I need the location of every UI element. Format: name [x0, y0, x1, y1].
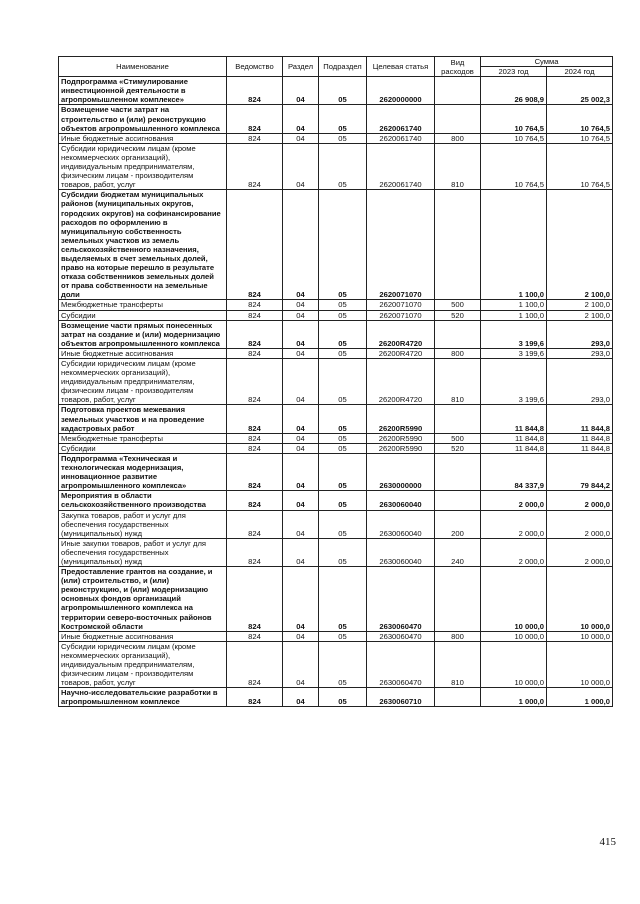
cell-sum-2023: 1 100,0 [481, 300, 547, 310]
cell-sum-2024: 79 844,2 [547, 453, 613, 490]
cell-section: 04 [283, 300, 319, 310]
cell-sum-2024: 10 000,0 [547, 631, 613, 641]
cell-section: 04 [283, 567, 319, 632]
cell-sum-2024: 10 764,5 [547, 133, 613, 143]
cell-kind: 800 [435, 348, 481, 358]
table-row [59, 310, 613, 320]
table-row [59, 443, 613, 453]
cell-sum-2024: 11 844,8 [547, 405, 613, 433]
cell-sum-2023: 10 764,5 [481, 133, 547, 143]
cell-dept: 824 [227, 688, 283, 707]
cell-sum-2024: 293,0 [547, 348, 613, 358]
cell-target: 2630060040 [367, 491, 435, 510]
cell-name: Мероприятия в области сельскохозяйственного производства [59, 491, 227, 510]
cell-name: Возмещение части прямых понесенных затрат на создание и (или) модернизацию объектов агропромышленного комплекса [59, 320, 227, 348]
page-number: 415 [599, 836, 616, 848]
table-row [59, 631, 613, 641]
cell-sum-2024: 1 000,0 [547, 688, 613, 707]
cell-section: 04 [283, 405, 319, 433]
cell-name: Межбюджетные трансферты [59, 433, 227, 443]
cell-sum-2024: 2 100,0 [547, 190, 613, 300]
cell-subsection: 05 [319, 300, 367, 310]
cell-dept: 824 [227, 77, 283, 105]
cell-section: 04 [283, 631, 319, 641]
cell-dept: 824 [227, 310, 283, 320]
cell-kind: 500 [435, 433, 481, 443]
cell-section: 04 [283, 510, 319, 538]
cell-section: 04 [283, 641, 319, 687]
cell-name: Иные бюджетные ассигнования [59, 348, 227, 358]
cell-sum-2023: 3 199,6 [481, 348, 547, 358]
cell-kind: 520 [435, 310, 481, 320]
table-row [59, 405, 613, 433]
cell-kind [435, 320, 481, 348]
table-row [59, 688, 613, 707]
cell-target: 2630060040 [367, 510, 435, 538]
budget-table [58, 56, 613, 707]
table-row [59, 433, 613, 443]
cell-sum-2024: 2 100,0 [547, 300, 613, 310]
cell-subsection: 05 [319, 77, 367, 105]
cell-sum-2023: 10 764,5 [481, 143, 547, 189]
cell-subsection: 05 [319, 190, 367, 300]
table-row [59, 348, 613, 358]
cell-subsection: 05 [319, 143, 367, 189]
header-name: Наименование [59, 57, 227, 77]
cell-subsection: 05 [319, 433, 367, 443]
cell-sum-2024: 2 000,0 [547, 510, 613, 538]
cell-section: 04 [283, 688, 319, 707]
cell-sum-2024: 2 000,0 [547, 491, 613, 510]
cell-dept: 824 [227, 433, 283, 443]
cell-kind: 800 [435, 133, 481, 143]
cell-sum-2024: 2 000,0 [547, 538, 613, 566]
cell-sum-2024: 25 002,3 [547, 77, 613, 105]
cell-kind: 200 [435, 510, 481, 538]
cell-sum-2023: 10 764,5 [481, 105, 547, 133]
cell-target: 26200R5990 [367, 443, 435, 453]
cell-kind: 810 [435, 359, 481, 405]
cell-sum-2024: 11 844,8 [547, 443, 613, 453]
table-row [59, 320, 613, 348]
cell-kind: 810 [435, 143, 481, 189]
header-year-2024: 2024 год [547, 67, 613, 77]
table-row [59, 143, 613, 189]
table-row [59, 510, 613, 538]
cell-dept: 824 [227, 320, 283, 348]
cell-section: 04 [283, 538, 319, 566]
cell-sum-2024: 10 000,0 [547, 641, 613, 687]
cell-sum-2023: 11 844,8 [481, 405, 547, 433]
cell-kind [435, 567, 481, 632]
cell-name: Иные бюджетные ассигнования [59, 631, 227, 641]
cell-subsection: 05 [319, 538, 367, 566]
cell-dept: 824 [227, 491, 283, 510]
cell-section: 04 [283, 348, 319, 358]
cell-name: Субсидии юридическим лицам (кроме некоммерческих организаций), индивидуальным предпринимателям, физическим лицам - производителям товаров, работ, услуг [59, 641, 227, 687]
cell-dept: 824 [227, 567, 283, 632]
table-row [59, 190, 613, 300]
cell-sum-2023: 2 000,0 [481, 510, 547, 538]
cell-name: Подпрограмма «Техническая и технологическая модернизация, инновационное развитие агропромышленного комплекса» [59, 453, 227, 490]
cell-kind [435, 190, 481, 300]
cell-sum-2023: 1 100,0 [481, 310, 547, 320]
header-dept: Ведомство [227, 57, 283, 77]
header-year-2023: 2023 год [481, 67, 547, 77]
cell-target: 2630000000 [367, 453, 435, 490]
header-target: Целевая статья [367, 57, 435, 77]
cell-dept: 824 [227, 510, 283, 538]
cell-sum-2024: 10 764,5 [547, 105, 613, 133]
cell-section: 04 [283, 359, 319, 405]
cell-target: 2630060470 [367, 641, 435, 687]
table-row [59, 300, 613, 310]
cell-subsection: 05 [319, 688, 367, 707]
cell-dept: 824 [227, 405, 283, 433]
table-row [59, 105, 613, 133]
cell-dept: 824 [227, 641, 283, 687]
table-row [59, 567, 613, 632]
cell-dept: 824 [227, 453, 283, 490]
cell-name: Закупка товаров, работ и услуг для обеспечения государственных (муниципальных) нужд [59, 510, 227, 538]
cell-section: 04 [283, 433, 319, 443]
cell-target: 2630060470 [367, 631, 435, 641]
cell-section: 04 [283, 133, 319, 143]
cell-name: Научно-исследовательские разработки в агропромышленном комплексе [59, 688, 227, 707]
cell-section: 04 [283, 190, 319, 300]
table-body [59, 77, 613, 707]
header-kind: Вид расходов [435, 57, 481, 77]
cell-sum-2023: 10 000,0 [481, 567, 547, 632]
cell-subsection: 05 [319, 105, 367, 133]
cell-name: Субсидии юридическим лицам (кроме некоммерческих организаций), индивидуальным предпринимателям, физическим лицам - производителям товаров, работ, услуг [59, 143, 227, 189]
cell-subsection: 05 [319, 348, 367, 358]
cell-kind [435, 688, 481, 707]
cell-name: Субсидии [59, 443, 227, 453]
cell-name: Субсидии юридическим лицам (кроме некоммерческих организаций), индивидуальным предпринимателям, физическим лицам - производителям товаров, работ, услуг [59, 359, 227, 405]
cell-kind: 520 [435, 443, 481, 453]
cell-subsection: 05 [319, 510, 367, 538]
cell-target: 26200R4720 [367, 359, 435, 405]
cell-subsection: 05 [319, 453, 367, 490]
cell-name: Подпрограмма «Стимулирование инвестиционной деятельности в агропромышленном комплексе» [59, 77, 227, 105]
cell-sum-2023: 10 000,0 [481, 631, 547, 641]
cell-subsection: 05 [319, 443, 367, 453]
table-row [59, 491, 613, 510]
cell-section: 04 [283, 443, 319, 453]
cell-kind: 800 [435, 631, 481, 641]
cell-name: Возмещение части затрат на строительство и (или) реконструкцию объектов агропромышленного комплекса [59, 105, 227, 133]
cell-subsection: 05 [319, 405, 367, 433]
cell-target: 2620061740 [367, 143, 435, 189]
cell-kind: 810 [435, 641, 481, 687]
cell-sum-2023: 26 908,9 [481, 77, 547, 105]
cell-target: 2630060710 [367, 688, 435, 707]
cell-target: 26200R4720 [367, 348, 435, 358]
cell-section: 04 [283, 77, 319, 105]
cell-subsection: 05 [319, 310, 367, 320]
table-row [59, 641, 613, 687]
cell-target: 26200R5990 [367, 405, 435, 433]
cell-name: Предоставление грантов на создание, и (или) строительство, и (или) реконструкцию, и (или) модернизацию основных фондов организаций агропромышленного комплекса на территории северо-восточных районов Костромской области [59, 567, 227, 632]
table-row [59, 538, 613, 566]
cell-section: 04 [283, 310, 319, 320]
cell-section: 04 [283, 105, 319, 133]
cell-target: 2620061740 [367, 105, 435, 133]
cell-sum-2023: 3 199,6 [481, 359, 547, 405]
cell-dept: 824 [227, 143, 283, 189]
cell-kind [435, 453, 481, 490]
cell-name: Иные бюджетные ассигнования [59, 133, 227, 143]
cell-section: 04 [283, 143, 319, 189]
cell-sum-2023: 2 000,0 [481, 491, 547, 510]
cell-sum-2023: 84 337,9 [481, 453, 547, 490]
cell-target: 26200R5990 [367, 433, 435, 443]
cell-sum-2024: 293,0 [547, 359, 613, 405]
cell-dept: 824 [227, 190, 283, 300]
cell-section: 04 [283, 453, 319, 490]
cell-sum-2024: 10 764,5 [547, 143, 613, 189]
cell-section: 04 [283, 491, 319, 510]
cell-kind [435, 491, 481, 510]
cell-target: 2620071070 [367, 310, 435, 320]
cell-name: Подготовка проектов межевания земельных участков и на проведение кадастровых работ [59, 405, 227, 433]
table-row [59, 133, 613, 143]
header-subsection: Подраздел [319, 57, 367, 77]
cell-kind [435, 405, 481, 433]
cell-dept: 824 [227, 300, 283, 310]
cell-subsection: 05 [319, 359, 367, 405]
cell-sum-2023: 1 100,0 [481, 190, 547, 300]
cell-dept: 824 [227, 105, 283, 133]
cell-subsection: 05 [319, 491, 367, 510]
cell-kind [435, 105, 481, 133]
cell-dept: 824 [227, 538, 283, 566]
header-section: Раздел [283, 57, 319, 77]
cell-target: 2620061740 [367, 133, 435, 143]
cell-sum-2023: 1 000,0 [481, 688, 547, 707]
table-row [59, 453, 613, 490]
cell-kind: 240 [435, 538, 481, 566]
cell-name: Субсидии бюджетам муниципальных районов (муниципальных округов, городских округов) на софинансирование расходов по оформлению в муниципальную собственность земельных участков из земель сельскохозяйственного назначения, выделяемых в счет земельных долей, право на которые перешло в результате отказа собственников земельных долей от права собственности на земельные доли [59, 190, 227, 300]
cell-name: Иные закупки товаров, работ и услуг для обеспечения государственных (муниципальных) нужд [59, 538, 227, 566]
cell-subsection: 05 [319, 631, 367, 641]
cell-target: 2620071070 [367, 190, 435, 300]
cell-sum-2024: 293,0 [547, 320, 613, 348]
cell-subsection: 05 [319, 133, 367, 143]
cell-sum-2023: 3 199,6 [481, 320, 547, 348]
cell-dept: 824 [227, 348, 283, 358]
cell-subsection: 05 [319, 641, 367, 687]
cell-target: 2630060470 [367, 567, 435, 632]
header-sum: Сумма [481, 57, 613, 67]
cell-dept: 824 [227, 631, 283, 641]
cell-sum-2024: 2 100,0 [547, 310, 613, 320]
cell-target: 2620000000 [367, 77, 435, 105]
cell-dept: 824 [227, 133, 283, 143]
cell-dept: 824 [227, 443, 283, 453]
cell-dept: 824 [227, 359, 283, 405]
cell-section: 04 [283, 320, 319, 348]
cell-sum-2023: 2 000,0 [481, 538, 547, 566]
table-row [59, 77, 613, 105]
table-row [59, 359, 613, 405]
cell-subsection: 05 [319, 567, 367, 632]
cell-sum-2023: 11 844,8 [481, 443, 547, 453]
cell-sum-2023: 11 844,8 [481, 433, 547, 443]
cell-kind: 500 [435, 300, 481, 310]
cell-subsection: 05 [319, 320, 367, 348]
cell-target: 2630060040 [367, 538, 435, 566]
cell-name: Межбюджетные трансферты [59, 300, 227, 310]
cell-sum-2024: 10 000,0 [547, 567, 613, 632]
cell-kind [435, 77, 481, 105]
cell-target: 26200R4720 [367, 320, 435, 348]
cell-sum-2024: 11 844,8 [547, 433, 613, 443]
cell-name: Субсидии [59, 310, 227, 320]
cell-target: 2620071070 [367, 300, 435, 310]
cell-sum-2023: 10 000,0 [481, 641, 547, 687]
